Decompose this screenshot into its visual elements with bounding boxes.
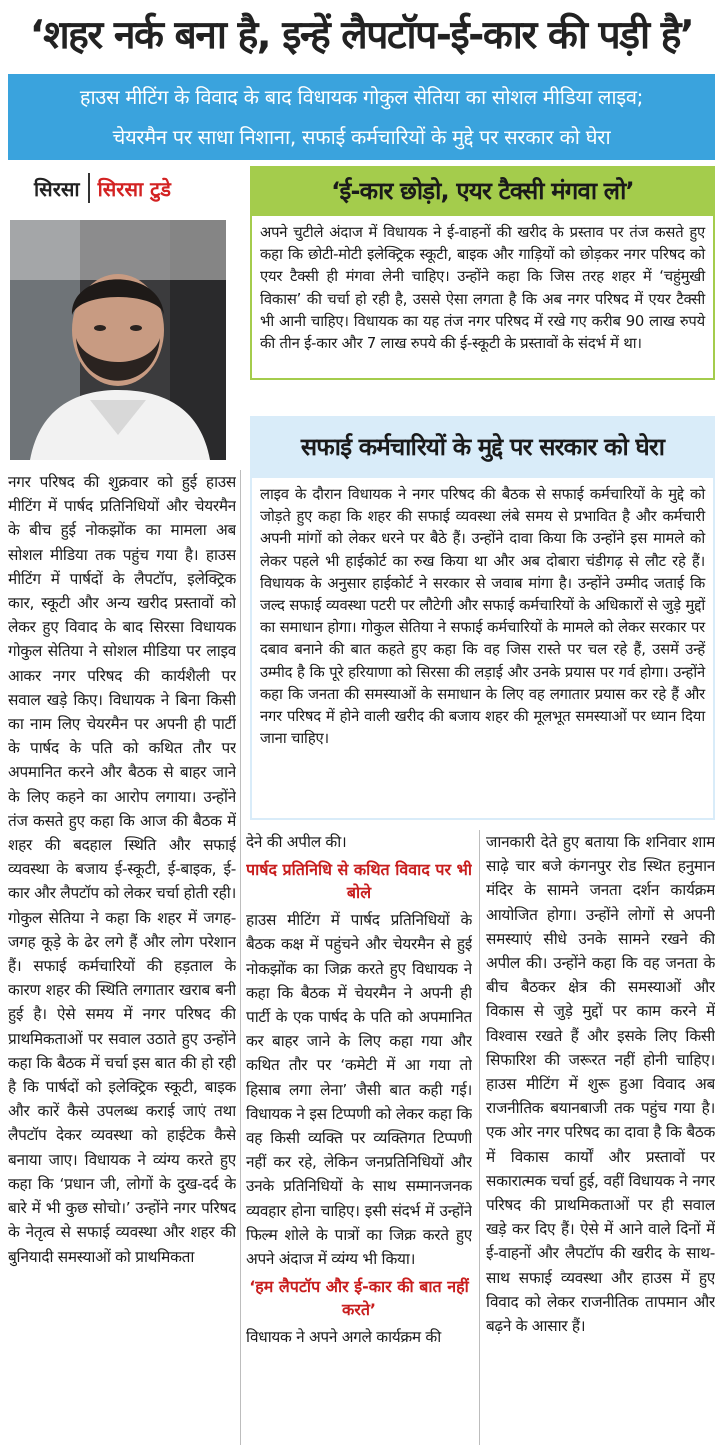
column-middle-lead: देने की अपील की। xyxy=(246,833,347,851)
subhead-councillor-dispute: पार्षद प्रतिनिधि से कथित विवाद पर भी बोले xyxy=(246,860,472,903)
deck xyxy=(8,74,715,160)
deck-line-2: चेयरमैन पर साधा निशाना, सफाई कर्मचारियों के मुद्दे पर सरकार को घेरा xyxy=(112,125,611,149)
box2 xyxy=(250,478,715,820)
dateline-separator xyxy=(88,173,90,203)
column-divider xyxy=(240,470,241,1445)
dateline-paper: सिरसा टुडे xyxy=(97,176,171,201)
box1-title: ‘ई-कार छोड़ो, एयर टैक्सी मंगवा लो’ xyxy=(250,166,715,216)
column-middle-tail: विधायक ने अपने अगले कार्यक्रम की xyxy=(246,1328,441,1347)
portrait-photo-icon xyxy=(10,220,226,460)
dateline-place: सिरसा xyxy=(34,176,80,201)
dateline xyxy=(34,168,171,208)
box1 xyxy=(250,216,715,380)
portrait-photo xyxy=(10,220,226,460)
column-middle-text: हाउस मीटिंग में पार्षद प्रतिनिधियों के बैठक कक्ष में पहुंचने और चेयरमैन से हुई नोकझोंक का जिक्र करते हुए विधायक ने कहा कि बैठक में चेयरमैन ने अपनी ही पार्टी के एक पार्षद के पति को अपमानित कर बाहर जाने के लिए कहा गया और कथित तौर पर ‘कमेटी में आ गया तो हिसाब लगा लेना’ जैसी बात कही गई। विधायक ने इस टिप्पणी को लेकर कहा कि वह किसी व्यक्ति पर व्यक्तिगत टिप्पणी नहीं कर रहे, लेकिन जनप्रतिनिधियों और उनके प्रतिनिधियों के साथ सम्मानजनक व्यवहार होना चाहिए। इसी संदर्भ में उन्होंने फिल्म शोले के पात्रों का जिक्र करते हुए अपने अंदाज में व्यंग्य भी किया। xyxy=(246,911,472,1269)
column-divider xyxy=(479,830,480,1445)
column-left-text: नगर परिषद की शुक्रवार को हुई हाउस मीटिंग में पार्षद प्रतिनिधियों और चेयरमैन के बीच हुई नोकझोंक का मामला अब सोशल मीडिया तक पहुंच गया है। हाउस मीटिंग में पार्षदों के लैपटॉप, इलेक्ट्रिक कार, स्कूटी और अन्य खरीद प्रस्तावों को लेकर हुए विवाद के बाद सिरसा विधायक गोकुल सेतिया ने सोशल मीडिया पर लाइव आकर नगर परिषद की कार्यशैली पर सवाल खड़े किए। विधायक ने बिना किसी का नाम लिए चेयरमैन पर अपनी ही पार्टी के पार्षद के पति को कथित तौर पर अपमानित करने और बैठक से बाहर जाने के लिए कहने का आरोप लगाया। उन्होंने तंज कसते हुए कहा कि आज की बैठक में शहर की बदहाल स्थिति और सफाई व्यवस्था के बजाय ई-स्कूटी, ई-बाइक, ई-कार और लैपटॉप को लेकर चर्चा होती रही। गोकुल सेतिया ने कहा कि शहर में जगह-जगह कूड़े के ढेर लगे हैं और लोग परेशान हैं। सफाई कर्मचारियों की हड़ताल के कारण शहर की स्थिति लगातार खराब बनी हुई है। ऐसे समय में नगर परिषद की प्राथमिकताओं पर सवाल उठाते हुए उन्होंने कहा कि बैठक में चर्चा इस बात की हो रही है कि पार्षदों को इलेक्ट्रिक स्कूटी, बाइक और कारें कैसे उपलब्ध कराई जाएं तथा लैपटॉप देकर व्यवस्था को हाईटेक कैसे बनाया जाए। विधायक ने व्यंग्य करते हुए कहा कि ‘प्रधान जी, लोगों के दुख-दर्द के बारे में भी कुछ सोचो।’ उन्होंने नगर परिषद के नेतृत्व से सफाई व्यवस्था और शहर की बुनियादी समस्याओं को प्राथमिकता xyxy=(8,473,236,1266)
column-right xyxy=(486,830,715,1450)
column-middle xyxy=(246,830,472,1450)
box1-text: अपने चुटीले अंदाज में विधायक ने ई-वाहनों की खरीद के प्रस्ताव पर तंज कसते हुए कहा कि छोटी-मोटी इलेक्ट्रिक स्कूटी, बाइक और गाड़ियों को छोड़कर नगर परिषद को एयर टैक्सी ही मंगवा लेनी चाहिए। उन्होंने कहा कि जिस तरह शहर में ‘चहुंमुखी विकास’ की चर्चा हो रही है, उससे ऐसा लगता है कि अब नगर परिषद में एयर टैक्सी भी आनी चाहिए। विधायक का यह तंज नगर परिषद में रखे गए करीब 90 लाख रुपये की तीन ई-कार और 7 लाख रुपये की ई-स्कूटी के प्रस्तावों के संदर्भ में था। xyxy=(260,224,705,353)
headline: ‘शहर नर्क बना है, इन्हें लैपटॉप-ई-कार की पड़ी है’ xyxy=(29,13,694,58)
deck-line-1: हाउस मीटिंग के विवाद के बाद विधायक गोकुल सेतिया का सोशल मीडिया लाइव; xyxy=(79,85,644,109)
box2-text: लाइव के दौरान विधायक ने नगर परिषद की बैठक से सफाई कर्मचारियों के मुद्दे को जोड़ते हुए कहा कि शहर की सफाई व्यवस्था लंबे समय से प्रभावित है और कर्मचारी अपनी मांगों को लेकर धरने पर बैठे हैं। उन्होंने दावा किया कि उन्होंने इस मामले को लेकर पहले भी हाईकोर्ट का रुख किया था और अब दोबारा चंडीगढ़ से लौट रहे हैं। विधायक के अनुसार हाईकोर्ट ने सरकार से जवाब मांगा है। उन्होंने उम्मीद जताई कि जल्द सफाई व्यवस्था पटरी पर लौटेगी और सफाई कर्मचारियों के अधिकारों से जुड़े मुद्दों का समाधान होगा। गोकुल सेतिया ने सफाई कर्मचारियों के मामले को लेकर सरकार पर दबाव बनाने की बात कहते हुए कहा कि वह जिस रास्ते पर चल रहे हैं, उसमें उन्हें उम्मीद है कि पूरे हरियाणा को सिरसा की लड़ाई और उनके प्रयास पर गर्व होगा। उन्होंने कहा कि जनता की समस्याओं के समाधान के लिए वह लगातार प्रयास कर रहे हैं और नगर परिषद में होने वाली खरीद की बजाय शहर की मूलभूत समस्याओं पर ध्यान दिया जाना चाहिए। xyxy=(260,486,705,748)
subhead-laptop-ecar: ‘हम लैपटॉप और ई-कार की बात नहीं करते’ xyxy=(249,1277,469,1320)
column-right-text: जानकारी देते हुए बताया कि शनिवार शाम साढ़े चार बजे कंगनपुर रोड स्थित हनुमान मंदिर के सामने जनता दर्शन कार्यक्रम आयोजित होगा। उन्होंने लोगों से अपनी समस्याएं सीधे उनके सामने रखने की अपील की। उन्होंने कहा कि वह जनता के बीच बैठकर क्षेत्र की समस्याओं और विकास से जुड़े मुद्दों पर काम करने में विश्वास रखते हैं और इसके लिए किसी सिफारिश की जरूरत नहीं होनी चाहिए। हाउस मीटिंग में शुरू हुआ विवाद अब राजनीतिक बयानबाजी तक पहुंच गया है। एक ओर नगर परिषद का दावा है कि बैठक में विकास कार्यों और प्रस्तावों पर सकारात्मक चर्चा हुई, वहीं विधायक ने नगर परिषद की प्राथमिकताओं पर ही सवाल खड़े कर दिए हैं। ऐसे में आने वाले दिनों में ई-वाहनों और लैपटॉप की खरीद के साथ-साथ सफाई व्यवस्था और हाउस में हुए विवाद को लेकर राजनीतिक तापमान और बढ़ने के आसार हैं। xyxy=(486,833,715,1336)
column-left xyxy=(8,470,236,1450)
box2-title: सफाई कर्मचारियों के मुद्दे पर सरकार को घेरा xyxy=(250,416,715,478)
